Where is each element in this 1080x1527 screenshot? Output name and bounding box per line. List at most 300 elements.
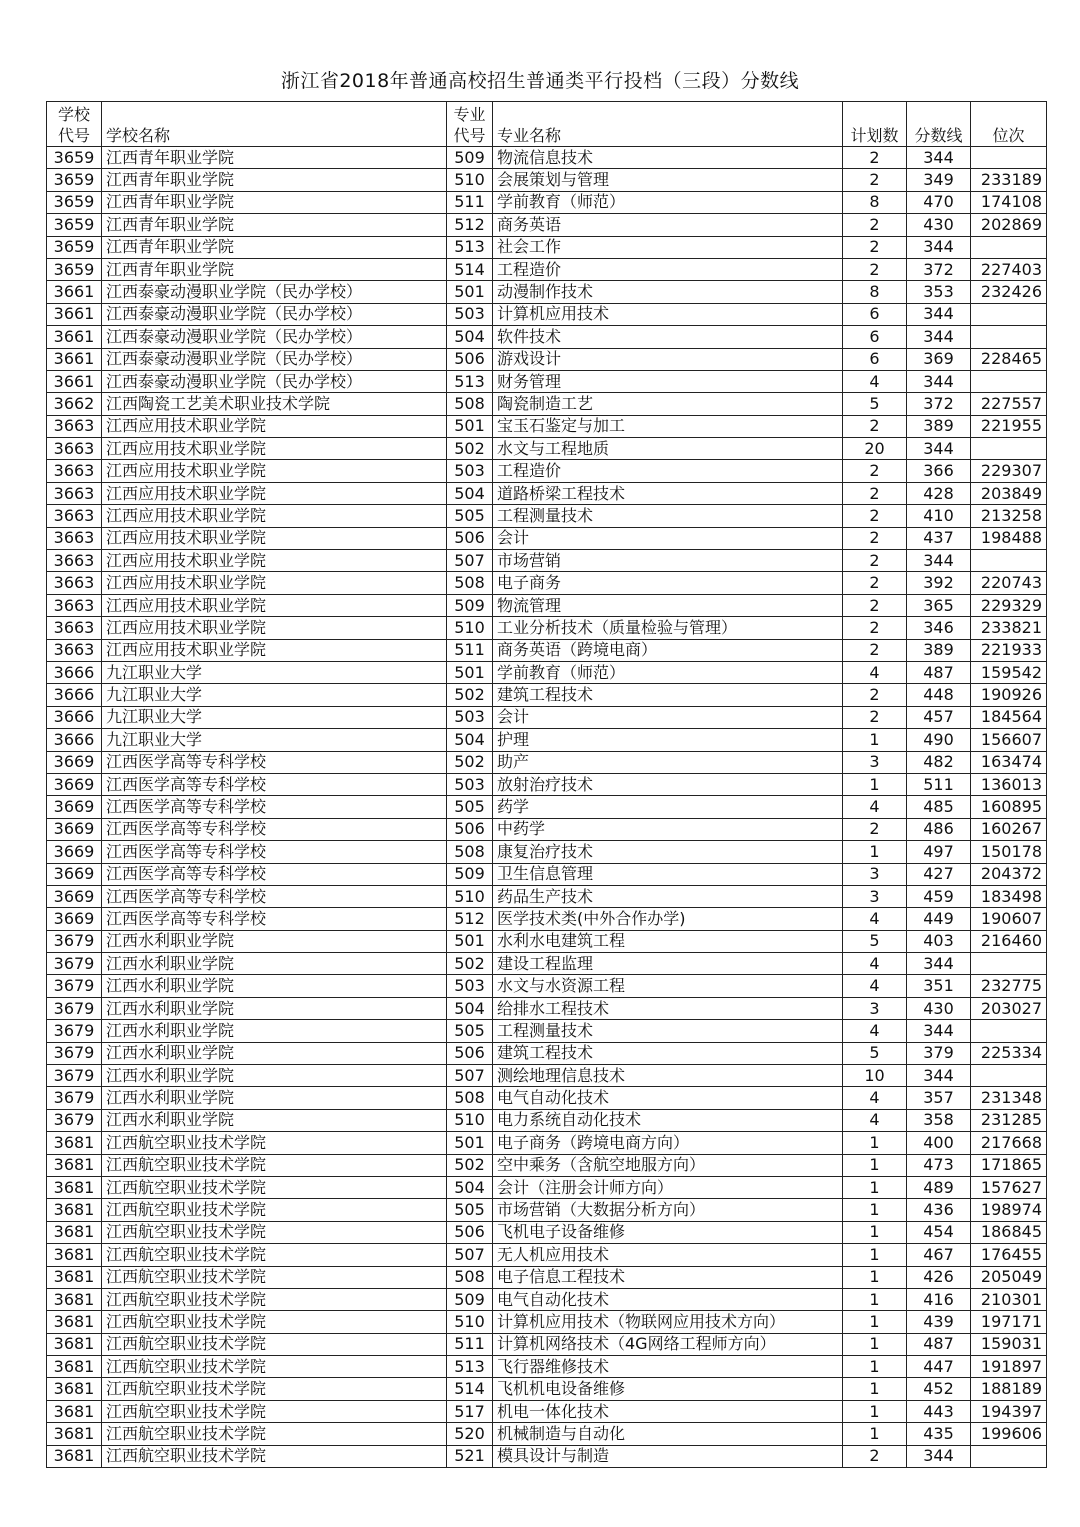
cell-major-name: 软件技术 [493, 326, 843, 348]
cell-score: 349 [907, 169, 971, 191]
cell-rank: 231285 [971, 1109, 1047, 1131]
cell-plan: 4 [843, 975, 907, 997]
cell-school-code: 3681 [47, 1288, 102, 1310]
cell-score: 344 [907, 236, 971, 258]
cell-plan: 1 [843, 1288, 907, 1310]
cell-score: 454 [907, 1221, 971, 1243]
table-row [47, 1065, 1047, 1087]
cell-rank: 176455 [971, 1244, 1047, 1266]
cell-school-name: 江西泰豪动漫职业学院（民办学校） [102, 326, 447, 348]
cell-school-code: 3661 [47, 370, 102, 392]
cell-score: 482 [907, 751, 971, 773]
header-plan: 计划数 [843, 102, 907, 147]
cell-major-name: 中药学 [493, 818, 843, 840]
cell-school-name: 江西应用技术职业学院 [102, 617, 447, 639]
cell-rank [971, 1020, 1047, 1042]
table-row [47, 1378, 1047, 1400]
cell-major-code: 511 [447, 639, 493, 661]
cell-major-code: 510 [447, 617, 493, 639]
cell-plan: 2 [843, 572, 907, 594]
cell-major-code: 501 [447, 281, 493, 303]
table-row [47, 773, 1047, 795]
table-row [47, 1199, 1047, 1221]
cell-school-name: 江西应用技术职业学院 [102, 460, 447, 482]
cell-school-code: 3659 [47, 191, 102, 213]
cell-rank: 221933 [971, 639, 1047, 661]
cell-school-code: 3669 [47, 773, 102, 795]
table-row [47, 863, 1047, 885]
cell-plan: 1 [843, 1221, 907, 1243]
cell-score: 369 [907, 348, 971, 370]
cell-major-code: 503 [447, 460, 493, 482]
cell-plan: 6 [843, 303, 907, 325]
cell-school-code: 3663 [47, 460, 102, 482]
cell-major-code: 508 [447, 1087, 493, 1109]
cell-rank: 229307 [971, 460, 1047, 482]
table-row [47, 505, 1047, 527]
cell-major-name: 工程造价 [493, 258, 843, 280]
cell-plan: 20 [843, 438, 907, 460]
cell-rank [971, 1065, 1047, 1087]
cell-plan: 2 [843, 147, 907, 169]
cell-school-code: 3681 [47, 1311, 102, 1333]
cell-major-name: 工业分析技术（质量检验与管理） [493, 617, 843, 639]
cell-score: 379 [907, 1042, 971, 1064]
cell-school-code: 3659 [47, 258, 102, 280]
table-row [47, 393, 1047, 415]
table-row [47, 661, 1047, 683]
cell-rank: 194397 [971, 1400, 1047, 1422]
cell-major-code: 507 [447, 1244, 493, 1266]
header-school-code: 学校代号 [47, 102, 102, 147]
table-row [47, 281, 1047, 303]
cell-major-name: 助产 [493, 751, 843, 773]
cell-rank: 220743 [971, 572, 1047, 594]
cell-major-name: 卫生信息管理 [493, 863, 843, 885]
cell-rank: 233189 [971, 169, 1047, 191]
cell-major-name: 模具设计与制造 [493, 1445, 843, 1467]
cell-major-name: 工程测量技术 [493, 1020, 843, 1042]
cell-school-code: 3666 [47, 706, 102, 728]
cell-school-code: 3663 [47, 482, 102, 504]
cell-rank: 150178 [971, 841, 1047, 863]
cell-major-code: 508 [447, 572, 493, 594]
cell-school-code: 3681 [47, 1221, 102, 1243]
cell-major-code: 507 [447, 550, 493, 572]
cell-major-code: 503 [447, 303, 493, 325]
cell-plan: 6 [843, 326, 907, 348]
cell-major-name: 动漫制作技术 [493, 281, 843, 303]
cell-major-name: 飞机机电设备维修 [493, 1378, 843, 1400]
cell-plan: 2 [843, 1445, 907, 1467]
cell-major-name: 康复治疗技术 [493, 841, 843, 863]
cell-plan: 1 [843, 841, 907, 863]
table-row [47, 550, 1047, 572]
cell-school-code: 3663 [47, 527, 102, 549]
cell-school-name: 江西航空职业技术学院 [102, 1176, 447, 1198]
table-row [47, 594, 1047, 616]
table-row [47, 191, 1047, 213]
cell-plan: 1 [843, 773, 907, 795]
cell-school-name: 江西陶瓷工艺美术职业技术学院 [102, 393, 447, 415]
cell-major-code: 501 [447, 415, 493, 437]
table-row [47, 236, 1047, 258]
table-row [47, 147, 1047, 169]
table-row [47, 258, 1047, 280]
cell-major-code: 505 [447, 1199, 493, 1221]
cell-rank: 231348 [971, 1087, 1047, 1109]
cell-school-code: 3663 [47, 617, 102, 639]
table-row [47, 1266, 1047, 1288]
cell-score: 344 [907, 438, 971, 460]
cell-score: 416 [907, 1288, 971, 1310]
cell-plan: 10 [843, 1065, 907, 1087]
cell-school-name: 江西泰豪动漫职业学院（民办学校） [102, 303, 447, 325]
cell-school-code: 3669 [47, 908, 102, 930]
cell-school-name: 江西水利职业学院 [102, 1042, 447, 1064]
cell-school-name: 江西航空职业技术学院 [102, 1199, 447, 1221]
cell-major-name: 水利水电建筑工程 [493, 930, 843, 952]
cell-major-code: 506 [447, 348, 493, 370]
cell-plan: 2 [843, 415, 907, 437]
cell-score: 427 [907, 863, 971, 885]
cell-school-name: 江西医学高等专科学校 [102, 841, 447, 863]
cell-score: 467 [907, 1244, 971, 1266]
cell-major-code: 508 [447, 1266, 493, 1288]
table-row [47, 953, 1047, 975]
cell-major-code: 502 [447, 438, 493, 460]
table-row [47, 1109, 1047, 1131]
cell-school-code: 3666 [47, 661, 102, 683]
cell-major-name: 宝玉石鉴定与加工 [493, 415, 843, 437]
cell-rank [971, 370, 1047, 392]
cell-plan: 2 [843, 706, 907, 728]
cell-rank: 233821 [971, 617, 1047, 639]
cell-rank: 221955 [971, 415, 1047, 437]
cell-major-code: 512 [447, 214, 493, 236]
table-row [47, 1020, 1047, 1042]
cell-rank: 157627 [971, 1176, 1047, 1198]
cell-major-name: 会计 [493, 706, 843, 728]
cell-major-code: 510 [447, 169, 493, 191]
table-row [47, 348, 1047, 370]
cell-school-name: 江西应用技术职业学院 [102, 594, 447, 616]
cell-school-name: 江西水利职业学院 [102, 997, 447, 1019]
table-row [47, 460, 1047, 482]
cell-school-code: 3669 [47, 863, 102, 885]
cell-school-name: 江西应用技术职业学院 [102, 505, 447, 527]
cell-school-name: 江西泰豪动漫职业学院（民办学校） [102, 370, 447, 392]
table-row [47, 930, 1047, 952]
cell-plan: 4 [843, 1020, 907, 1042]
cell-rank: 191897 [971, 1356, 1047, 1378]
cell-major-name: 电气自动化技术 [493, 1288, 843, 1310]
cell-major-name: 护理 [493, 729, 843, 751]
cell-rank: 227557 [971, 393, 1047, 415]
cell-major-name: 放射治疗技术 [493, 773, 843, 795]
cell-score: 490 [907, 729, 971, 751]
cell-major-code: 514 [447, 1378, 493, 1400]
cell-major-code: 504 [447, 1176, 493, 1198]
cell-rank: 232775 [971, 975, 1047, 997]
cell-score: 428 [907, 482, 971, 504]
table-row [47, 1087, 1047, 1109]
cell-major-code: 511 [447, 191, 493, 213]
cell-school-name: 江西医学高等专科学校 [102, 818, 447, 840]
cell-major-name: 物流管理 [493, 594, 843, 616]
cell-rank: 156607 [971, 729, 1047, 751]
cell-school-code: 3681 [47, 1244, 102, 1266]
cell-plan: 1 [843, 1244, 907, 1266]
cell-school-name: 江西水利职业学院 [102, 1020, 447, 1042]
cell-major-name: 机械制造与自动化 [493, 1423, 843, 1445]
cell-score: 392 [907, 572, 971, 594]
table-row [47, 818, 1047, 840]
cell-school-name: 江西航空职业技术学院 [102, 1333, 447, 1355]
cell-score: 366 [907, 460, 971, 482]
cell-score: 344 [907, 370, 971, 392]
cell-score: 435 [907, 1423, 971, 1445]
cell-school-code: 3669 [47, 841, 102, 863]
cell-school-name: 江西应用技术职业学院 [102, 572, 447, 594]
table-row [47, 482, 1047, 504]
cell-school-name: 江西航空职业技术学院 [102, 1378, 447, 1400]
cell-school-code: 3679 [47, 1020, 102, 1042]
cell-major-code: 502 [447, 1154, 493, 1176]
cell-major-name: 建设工程监理 [493, 953, 843, 975]
cell-school-code: 3659 [47, 214, 102, 236]
cell-major-code: 507 [447, 1065, 493, 1087]
cell-school-name: 江西航空职业技术学院 [102, 1356, 447, 1378]
cell-plan: 2 [843, 482, 907, 504]
cell-major-name: 医学技术类(中外合作办学) [493, 908, 843, 930]
cell-school-code: 3681 [47, 1400, 102, 1422]
cell-major-code: 509 [447, 594, 493, 616]
cell-major-code: 502 [447, 751, 493, 773]
cell-score: 344 [907, 550, 971, 572]
cell-school-code: 3681 [47, 1176, 102, 1198]
cell-plan: 1 [843, 1132, 907, 1154]
cell-plan: 4 [843, 908, 907, 930]
cell-plan: 1 [843, 1266, 907, 1288]
cell-rank: 174108 [971, 191, 1047, 213]
cell-school-code: 3681 [47, 1154, 102, 1176]
cell-school-code: 3679 [47, 975, 102, 997]
cell-school-code: 3661 [47, 281, 102, 303]
cell-major-name: 电气自动化技术 [493, 1087, 843, 1109]
cell-major-code: 510 [447, 1109, 493, 1131]
cell-rank: 228465 [971, 348, 1047, 370]
cell-plan: 3 [843, 885, 907, 907]
table-row [47, 214, 1047, 236]
cell-major-name: 道路桥梁工程技术 [493, 482, 843, 504]
cell-major-code: 510 [447, 1311, 493, 1333]
cell-school-name: 九江职业大学 [102, 661, 447, 683]
cell-rank: 198974 [971, 1199, 1047, 1221]
cell-school-code: 3666 [47, 684, 102, 706]
cell-major-name: 机电一体化技术 [493, 1400, 843, 1422]
cell-school-code: 3669 [47, 885, 102, 907]
cell-major-code: 508 [447, 393, 493, 415]
cell-major-code: 517 [447, 1400, 493, 1422]
cell-school-name: 江西航空职业技术学院 [102, 1311, 447, 1333]
cell-score: 372 [907, 393, 971, 415]
cell-plan: 4 [843, 1109, 907, 1131]
cell-school-name: 江西医学高等专科学校 [102, 863, 447, 885]
cell-major-code: 502 [447, 684, 493, 706]
cell-major-code: 509 [447, 1288, 493, 1310]
cell-rank: 199606 [971, 1423, 1047, 1445]
cell-school-code: 3663 [47, 550, 102, 572]
cell-rank: 197171 [971, 1311, 1047, 1333]
cell-rank: 229329 [971, 594, 1047, 616]
cell-school-name: 江西青年职业学院 [102, 258, 447, 280]
cell-school-code: 3681 [47, 1132, 102, 1154]
table-row [47, 729, 1047, 751]
cell-school-name: 江西水利职业学院 [102, 975, 447, 997]
cell-score: 344 [907, 1065, 971, 1087]
cell-major-name: 商务英语（跨境电商） [493, 639, 843, 661]
cell-score: 447 [907, 1356, 971, 1378]
table-row [47, 438, 1047, 460]
cell-plan: 3 [843, 997, 907, 1019]
cell-rank: 184564 [971, 706, 1047, 728]
cell-major-name: 社会工作 [493, 236, 843, 258]
cell-score: 430 [907, 214, 971, 236]
table-row [47, 1042, 1047, 1064]
table-row [47, 1154, 1047, 1176]
cell-school-name: 九江职业大学 [102, 684, 447, 706]
table-row [47, 415, 1047, 437]
cell-plan: 1 [843, 1199, 907, 1221]
table-row [47, 997, 1047, 1019]
cell-major-name: 药品生产技术 [493, 885, 843, 907]
cell-score: 430 [907, 997, 971, 1019]
cell-major-code: 512 [447, 908, 493, 930]
cell-rank [971, 147, 1047, 169]
cell-school-code: 3681 [47, 1378, 102, 1400]
cell-plan: 2 [843, 594, 907, 616]
cell-rank: 225334 [971, 1042, 1047, 1064]
cell-major-name: 工程测量技术 [493, 505, 843, 527]
cell-major-code: 501 [447, 930, 493, 952]
cell-major-code: 509 [447, 863, 493, 885]
cell-school-name: 江西航空职业技术学院 [102, 1400, 447, 1422]
page-title: 浙江省2018年普通高校招生普通类平行投档（三段）分数线 [280, 70, 800, 92]
cell-school-name: 江西应用技术职业学院 [102, 550, 447, 572]
cell-plan: 3 [843, 751, 907, 773]
cell-rank: 204372 [971, 863, 1047, 885]
table-row [47, 1244, 1047, 1266]
table-row [47, 1288, 1047, 1310]
cell-rank [971, 953, 1047, 975]
cell-school-code: 3679 [47, 930, 102, 952]
cell-school-code: 3663 [47, 639, 102, 661]
cell-score: 497 [907, 841, 971, 863]
cell-major-name: 会计（注册会计师方向） [493, 1176, 843, 1198]
cell-major-name: 会计 [493, 527, 843, 549]
table-row [47, 1176, 1047, 1198]
table-body [47, 147, 1047, 1468]
cell-school-code: 3679 [47, 1065, 102, 1087]
cell-plan: 4 [843, 1087, 907, 1109]
cell-major-name: 空中乘务（含航空地服方向） [493, 1154, 843, 1176]
cell-school-name: 江西泰豪动漫职业学院（民办学校） [102, 281, 447, 303]
header-major-code: 专业代号 [447, 102, 493, 147]
cell-plan: 1 [843, 1400, 907, 1422]
table-row [47, 908, 1047, 930]
cell-plan: 4 [843, 370, 907, 392]
cell-rank: 203027 [971, 997, 1047, 1019]
cell-school-name: 江西医学高等专科学校 [102, 751, 447, 773]
cell-school-code: 3669 [47, 796, 102, 818]
cell-major-name: 学前教育（师范） [493, 191, 843, 213]
cell-school-code: 3659 [47, 236, 102, 258]
cell-major-name: 工程造价 [493, 460, 843, 482]
cell-plan: 1 [843, 1333, 907, 1355]
table-row [47, 1132, 1047, 1154]
table-row [47, 706, 1047, 728]
cell-major-code: 505 [447, 505, 493, 527]
cell-school-name: 江西医学高等专科学校 [102, 773, 447, 795]
cell-score: 487 [907, 661, 971, 683]
cell-major-name: 测绘地理信息技术 [493, 1065, 843, 1087]
table-row [47, 885, 1047, 907]
cell-plan: 3 [843, 863, 907, 885]
cell-plan: 2 [843, 684, 907, 706]
table-row [47, 326, 1047, 348]
cell-school-name: 九江职业大学 [102, 706, 447, 728]
cell-school-name: 江西应用技术职业学院 [102, 438, 447, 460]
cell-school-name: 江西医学高等专科学校 [102, 885, 447, 907]
cell-rank: 159542 [971, 661, 1047, 683]
table-row [47, 1423, 1047, 1445]
cell-school-name: 江西航空职业技术学院 [102, 1445, 447, 1467]
cell-score: 410 [907, 505, 971, 527]
table-row [47, 975, 1047, 997]
cell-score: 365 [907, 594, 971, 616]
cell-school-name: 江西航空职业技术学院 [102, 1423, 447, 1445]
cell-rank: 190607 [971, 908, 1047, 930]
table-row [47, 303, 1047, 325]
cell-major-code: 505 [447, 1020, 493, 1042]
cell-major-name: 电力系统自动化技术 [493, 1109, 843, 1131]
table-row [47, 1445, 1047, 1467]
cell-major-code: 510 [447, 885, 493, 907]
cell-rank: 183498 [971, 885, 1047, 907]
header-school-name: 学校名称 [102, 102, 447, 147]
cell-major-code: 520 [447, 1423, 493, 1445]
cell-school-name: 江西航空职业技术学院 [102, 1132, 447, 1154]
cell-score: 486 [907, 818, 971, 840]
cell-major-code: 504 [447, 729, 493, 751]
cell-major-name: 飞机电子设备维修 [493, 1221, 843, 1243]
cell-school-code: 3663 [47, 594, 102, 616]
cell-major-code: 513 [447, 236, 493, 258]
cell-school-name: 江西水利职业学院 [102, 1065, 447, 1087]
cell-score: 470 [907, 191, 971, 213]
table-row [47, 370, 1047, 392]
cell-score: 358 [907, 1109, 971, 1131]
cell-major-name: 给排水工程技术 [493, 997, 843, 1019]
header-score: 分数线 [907, 102, 971, 147]
table-row [47, 841, 1047, 863]
cell-school-name: 江西应用技术职业学院 [102, 415, 447, 437]
cell-score: 511 [907, 773, 971, 795]
cell-major-code: 506 [447, 818, 493, 840]
cell-school-code: 3661 [47, 303, 102, 325]
cell-major-code: 501 [447, 661, 493, 683]
